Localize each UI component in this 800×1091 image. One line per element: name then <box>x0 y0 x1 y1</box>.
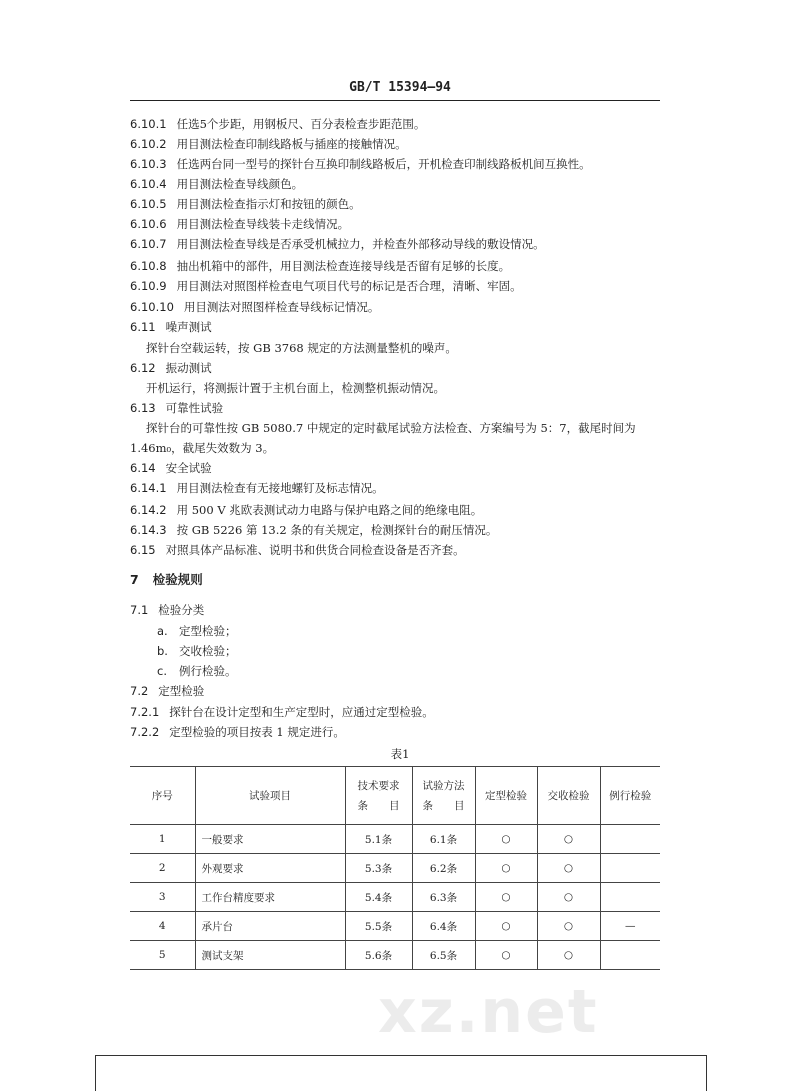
table-cell <box>600 854 660 883</box>
clause <box>130 196 361 212</box>
clause-text: 用目测法对照图样检查电气项目代号的标记是否合理，清晰、牢固。 <box>176 279 522 293</box>
clause <box>146 420 636 436</box>
clause <box>130 156 591 172</box>
clause-text: 用目测法检查导线颜色。 <box>176 177 304 191</box>
table-cell: ○ <box>537 854 600 883</box>
clause <box>130 278 522 294</box>
clause <box>130 502 482 518</box>
table-cell: ○ <box>475 941 537 970</box>
clause-text: 振动测试 <box>165 361 212 375</box>
table-cell: — <box>600 912 660 941</box>
watermark: xz.net <box>378 977 599 1047</box>
table-cell: ○ <box>537 941 600 970</box>
clause <box>130 116 425 132</box>
clause <box>130 236 545 252</box>
header-item: 试验项目 <box>195 767 345 825</box>
clause <box>130 136 407 152</box>
clause <box>130 460 212 476</box>
table-cell <box>600 941 660 970</box>
clause-number: 6.14.3 <box>130 523 167 537</box>
table-cell: 6.1条 <box>412 825 475 854</box>
inspection-table <box>130 766 660 970</box>
clause <box>130 480 384 496</box>
clause-number: 6.10.9 <box>130 279 167 293</box>
table-cell: ○ <box>537 825 600 854</box>
table-cell: ○ <box>537 912 600 941</box>
table-row <box>130 912 660 941</box>
clause-number: 6.10.8 <box>130 259 167 273</box>
clause-text: 1.46m₀，截尾失效数为 3。 <box>130 441 275 455</box>
header-acceptance-test: 交收检验 <box>537 767 600 825</box>
table-header-row <box>130 767 660 825</box>
table-row <box>130 825 660 854</box>
clause-text: 用目测法检查导线是否承受机械拉力，并检查外部移动导线的敷设情况。 <box>176 237 545 251</box>
clause <box>146 340 457 356</box>
clause <box>130 299 379 315</box>
table-cell: 5.4条 <box>345 883 412 912</box>
clause-text: 任选5个步距，用钢板尺、百分表检查步距范围。 <box>176 117 426 131</box>
clause-number: 6.14.1 <box>130 481 167 495</box>
table-cell: 一般要求 <box>195 825 345 854</box>
section-heading: 7 检验规则 <box>130 572 203 587</box>
clause-number: 6.10.6 <box>130 217 167 231</box>
clause-text: 用目测法检查导线装卡走线情况。 <box>176 217 350 231</box>
clause-number: 6.10.5 <box>130 197 167 211</box>
table-cell: 5.1条 <box>345 825 412 854</box>
clause-text: 探针台空载运转，按 GB 3768 规定的方法测量整机的噪声。 <box>146 341 457 355</box>
table-cell: 3 <box>130 883 195 912</box>
clause-number: 6.12 <box>130 361 156 375</box>
clause <box>130 176 303 192</box>
clause-text: 安全试验 <box>165 461 212 475</box>
table-cell: 4 <box>130 912 195 941</box>
table-cell: 测试支架 <box>195 941 345 970</box>
clause-text: 用 500 V 兆欧表测试动力电路与保护电路之间的绝缘电阻。 <box>176 503 483 517</box>
clause <box>130 542 465 558</box>
table-cell: 6.4条 <box>412 912 475 941</box>
list-item: a. 定型检验； <box>157 624 237 638</box>
table-caption: 表1 <box>390 747 410 761</box>
header-seq: 序号 <box>130 767 195 825</box>
clause <box>130 440 274 456</box>
table-cell: ○ <box>475 883 537 912</box>
clause-text: 用目测法检查有无接地螺钉及标志情况。 <box>176 481 384 495</box>
clause-text: 探针台的可靠性按 GB 5080.7 中规定的定时截尾试验方法检查、方案编号为 5：7，截尾时间为 <box>146 421 636 435</box>
clause <box>130 258 510 274</box>
clause-number: 6.10.3 <box>130 157 167 171</box>
clause-number: 6.15 <box>130 543 156 557</box>
table-cell: ○ <box>475 912 537 941</box>
header-rule <box>130 100 660 101</box>
footer-box <box>95 1055 707 1091</box>
clause-number: 6.10.4 <box>130 177 167 191</box>
clause <box>130 216 349 232</box>
clause-text: 开机运行，将测振计置于主机台面上，检测整机振动情况。 <box>146 381 445 395</box>
table-cell: 5.5条 <box>345 912 412 941</box>
clause-text: 任选两台同一型号的探针台互换印制线路板后，开机检查印制线路板机间互换性。 <box>176 157 591 171</box>
table-cell: 外观要求 <box>195 854 345 883</box>
table-cell: 工作台精度要求 <box>195 883 345 912</box>
clause-7-2-2: 7.2.2 定型检验的项目按表 1 规定进行。 <box>130 725 345 739</box>
table-cell: 5.3条 <box>345 854 412 883</box>
clause <box>146 380 445 396</box>
table-cell: 5 <box>130 941 195 970</box>
table-cell: 1 <box>130 825 195 854</box>
table-cell: ○ <box>475 825 537 854</box>
clause-number: 6.14.2 <box>130 503 167 517</box>
clause-text: 用目测法检查指示灯和按钮的颜色。 <box>176 197 361 211</box>
clause-7-2-1: 7.2.1 探针台在设计定型和生产定型时，应通过定型检验。 <box>130 705 434 719</box>
clause-7-1: 7.1 检验分类 <box>130 603 205 617</box>
clause <box>130 522 497 538</box>
clause-number: 6.10.1 <box>130 117 167 131</box>
clause-number: 6.14 <box>130 461 156 475</box>
table-cell <box>600 825 660 854</box>
clause-text: 抽出机箱中的部件，用目测法检查连接导线是否留有足够的长度。 <box>176 259 511 273</box>
clause <box>130 360 212 376</box>
table-cell: 6.2条 <box>412 854 475 883</box>
clause-number: 6.13 <box>130 401 156 415</box>
table-cell <box>600 883 660 912</box>
list-item: b. 交收检验； <box>157 644 237 658</box>
header-test-method: 试验方法 条 目 <box>412 767 475 825</box>
table-row <box>130 883 660 912</box>
clause <box>130 400 223 416</box>
header-tech-req: 技术要求 条 目 <box>345 767 412 825</box>
table-cell: 2 <box>130 854 195 883</box>
table-cell: 6.5条 <box>412 941 475 970</box>
header-type-test: 定型检验 <box>475 767 537 825</box>
clause-text: 噪声测试 <box>165 320 212 334</box>
clause-text: 按 GB 5226 第 13.2 条的有关规定，检测探针台的耐压情况。 <box>176 523 498 537</box>
table-cell: 5.6条 <box>345 941 412 970</box>
clause-number: 6.10.2 <box>130 137 167 151</box>
clause-text: 用目测法检查印制线路板与插座的接触情况。 <box>176 137 407 151</box>
table-row <box>130 854 660 883</box>
table-cell: ○ <box>475 854 537 883</box>
list-item: c. 例行检验。 <box>157 664 237 678</box>
table-cell: 承片台 <box>195 912 345 941</box>
standard-code-header: GB/T 15394—94 <box>349 80 451 95</box>
table-cell: 6.3条 <box>412 883 475 912</box>
table-cell: ○ <box>537 883 600 912</box>
table-row <box>130 941 660 970</box>
clause-number: 6.10.7 <box>130 237 167 251</box>
clause-text: 用目测法对照图样检查导线标记情况。 <box>183 300 380 314</box>
clause-7-2: 7.2 定型检验 <box>130 684 205 698</box>
clause-text: 对照具体产品标准、说明书和供货合同检查设备是否齐套。 <box>165 543 465 557</box>
clause <box>130 319 212 335</box>
clause-text: 可靠性试验 <box>165 401 224 415</box>
clause-number: 6.10.10 <box>130 300 174 314</box>
clause-number: 6.11 <box>130 320 156 334</box>
header-routine-test: 例行检验 <box>600 767 660 825</box>
